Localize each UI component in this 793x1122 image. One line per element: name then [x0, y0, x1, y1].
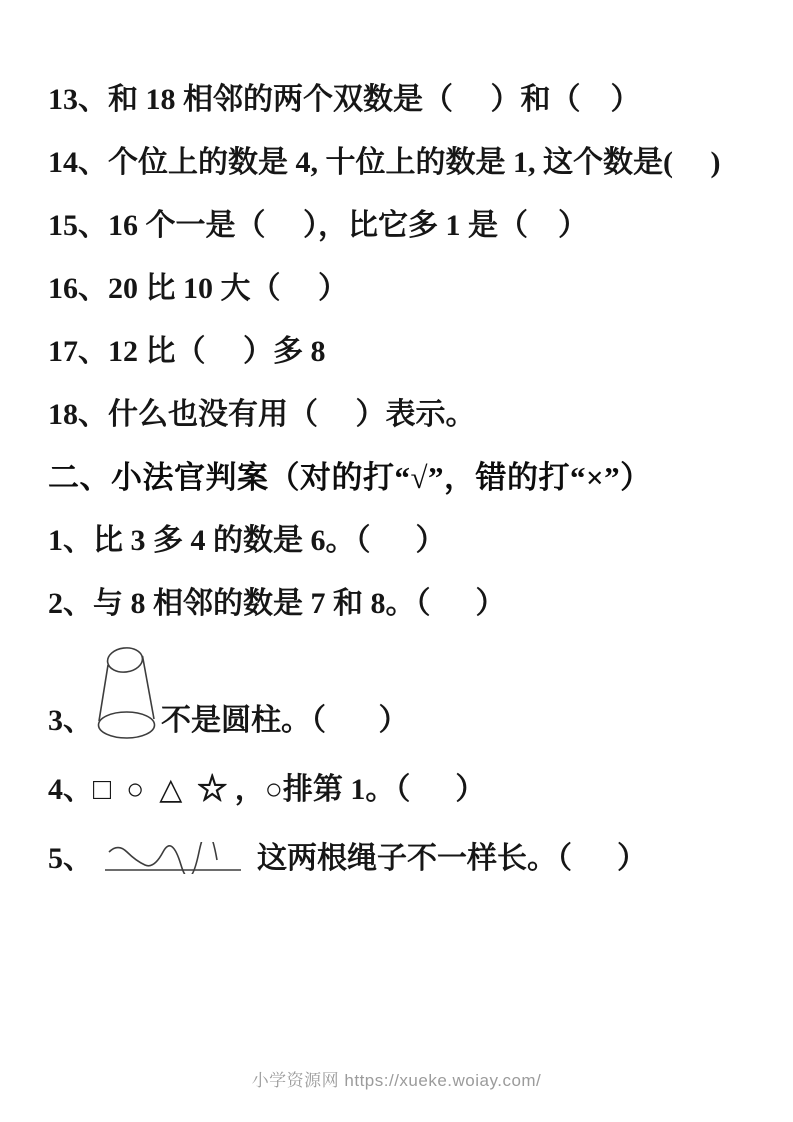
- fill-question-18: 18、什么也没有用（ ）表示。: [48, 398, 476, 431]
- fill-question-13: 13、和 18 相邻的两个双数是（ ）和（ ）: [48, 83, 641, 116]
- judge-question-3-text: 不是圆柱。（ ）: [161, 704, 409, 737]
- judge-question-2: 2、与 8 相邻的数是 7 和 8。（ ）: [48, 587, 506, 620]
- fill-question-14: 14、个位上的数是 4, 十位上的数是 1, 这个数是( ): [48, 146, 721, 179]
- fill-question-15: 15、16 个一是（ ），比它多 1 是（ ）: [48, 209, 588, 242]
- judge-question-1: 1、比 3 多 4 的数是 6。（ ）: [48, 524, 446, 557]
- judge-question-3: [48, 643, 773, 738]
- footer: [0, 1066, 793, 1091]
- fill-question-17: 17、12 比（ ）多 8: [48, 335, 326, 368]
- judge-question-5-number: 5、: [48, 842, 93, 875]
- judge-question-3-number: 3、: [48, 704, 93, 737]
- judge-question-5: [48, 836, 773, 876]
- section2-title: 二、小法官判案（对的打“√”，错的打“×”）: [48, 460, 652, 495]
- truncated-cone-icon: [97, 645, 159, 740]
- judge-question-4: 4、□ ○ △ ☆ ，○排第 1。（ ）: [48, 773, 486, 806]
- fill-question-16: 16、20 比 10 大（ ）: [48, 272, 348, 305]
- footer-watermark-text: 小学资源网 https://xueke.woiay.com/: [251, 1071, 542, 1090]
- judge-question-5-text: 这两根绳子不一样长。（ ）: [257, 842, 647, 875]
- ropes-icon: [103, 842, 243, 874]
